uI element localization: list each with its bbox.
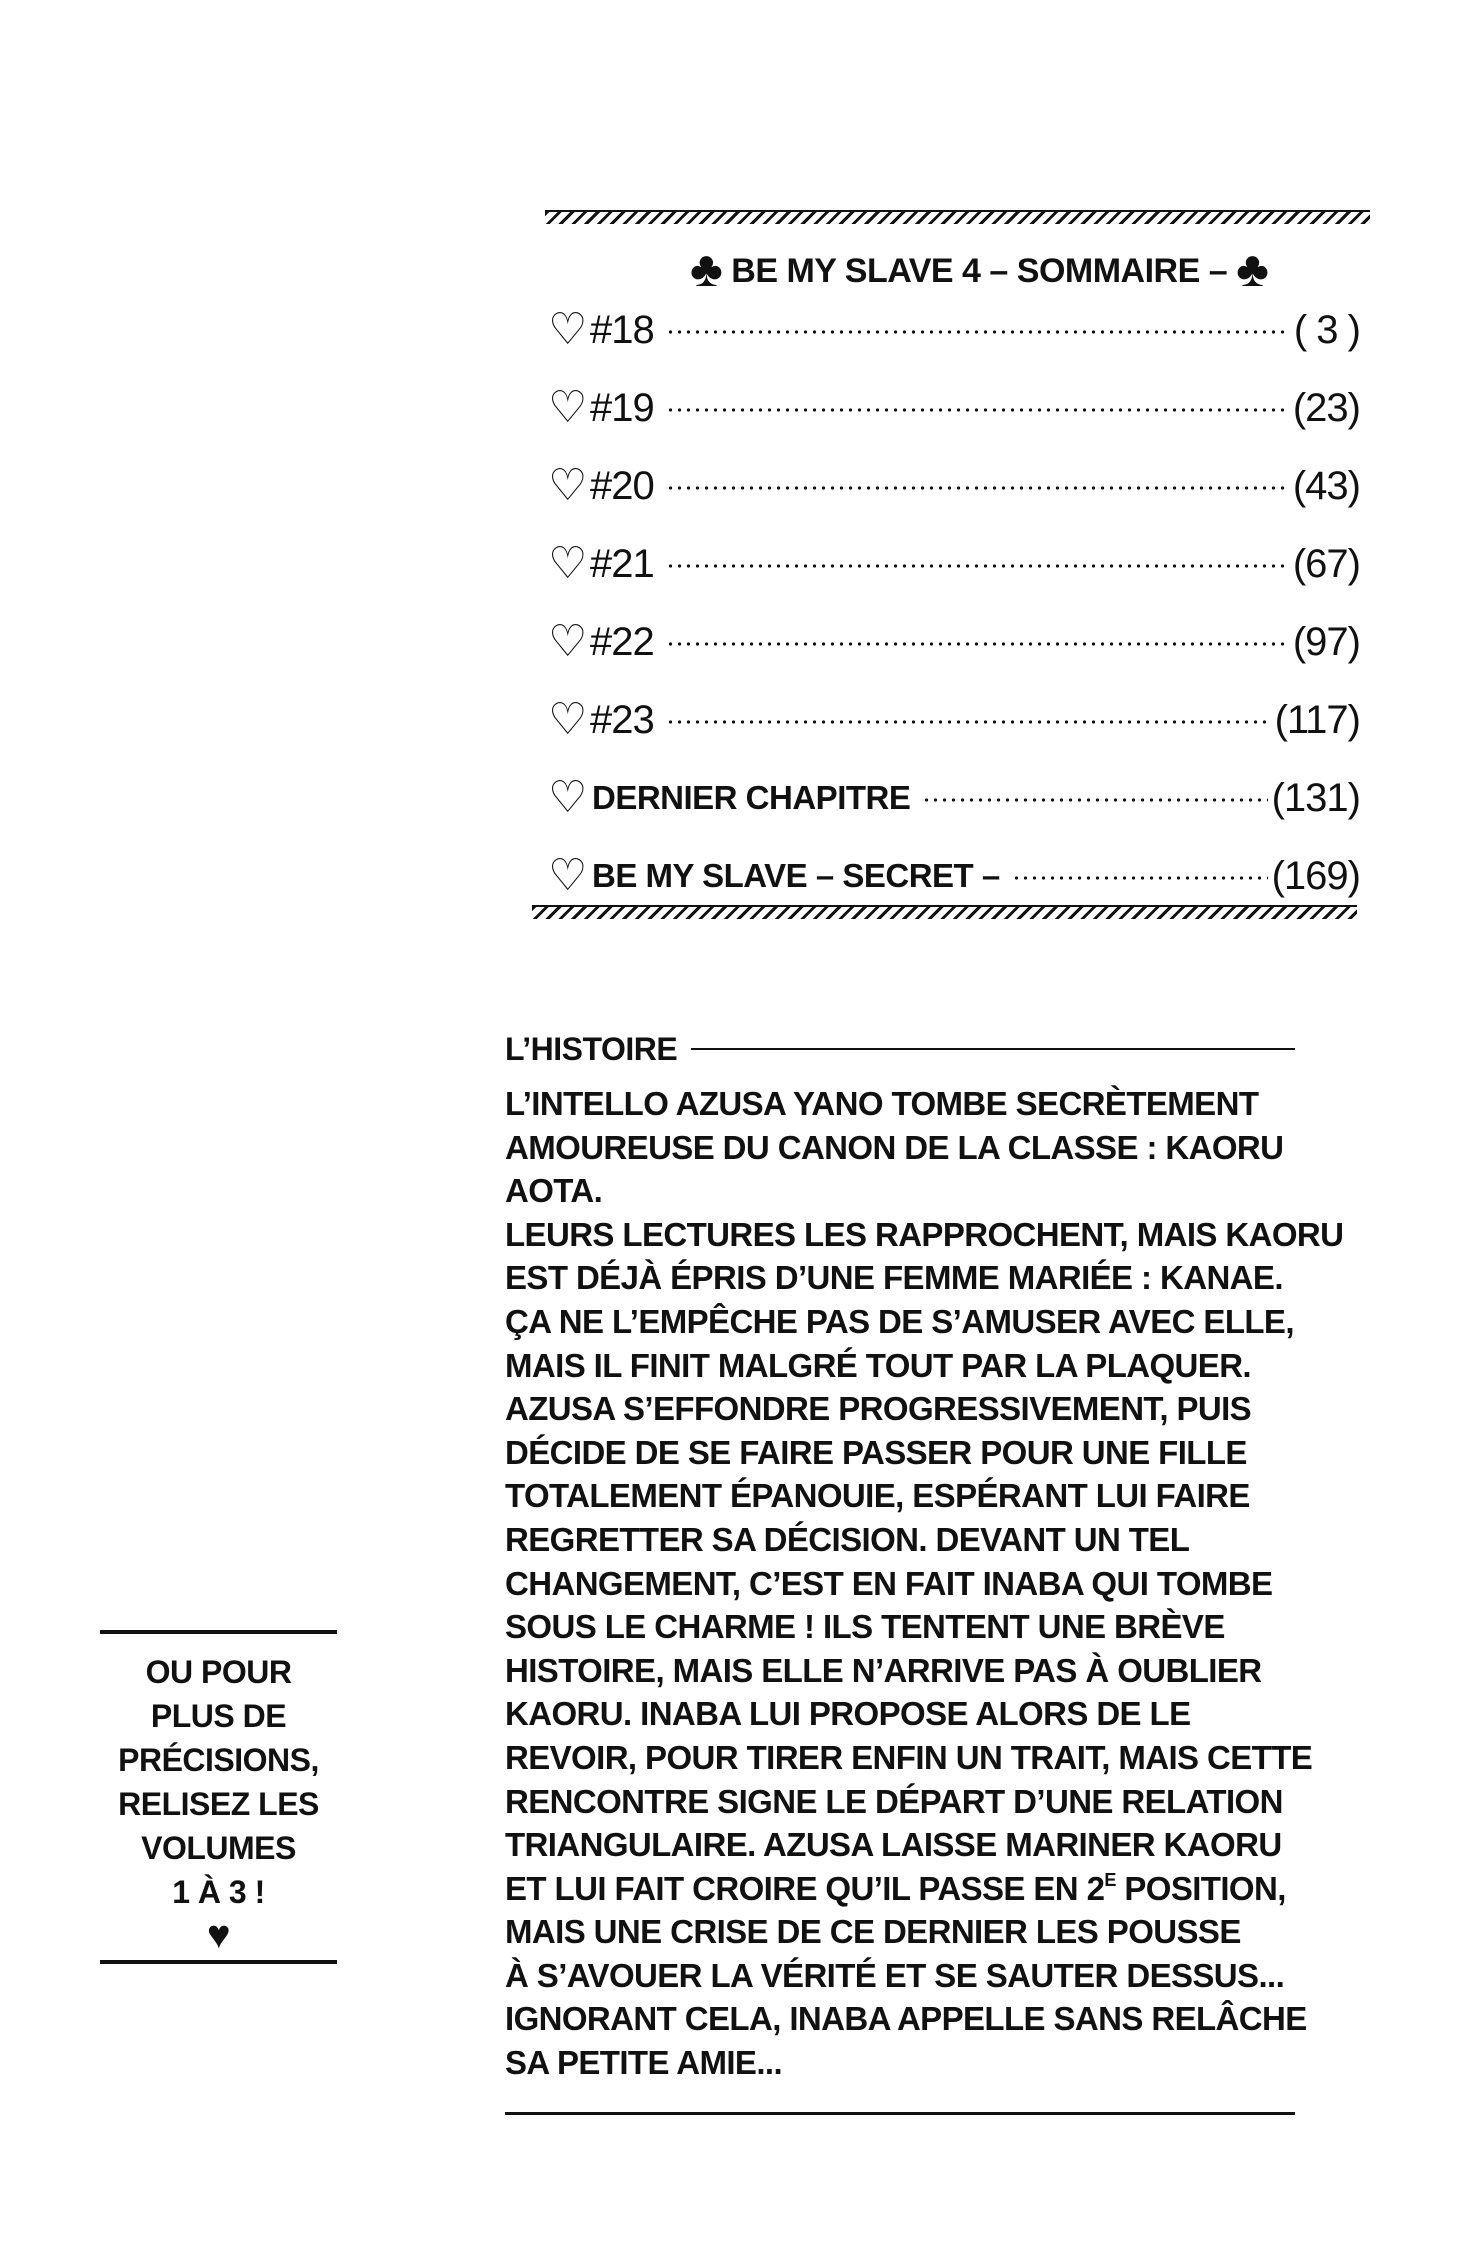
heart-outline-icon: ♡ [548, 773, 588, 822]
story-line: RENCONTRE SIGNE LE DÉPART D’UNE RELATION [505, 1782, 1283, 1820]
toc-entry-page: (67) [1292, 541, 1360, 586]
toc-entry-label: #23 [590, 697, 654, 742]
story-line: EST DÉJÀ ÉPRIS D’UNE FEMME MARIÉE : KANAE. [505, 1259, 1283, 1297]
story-line [505, 1867, 1305, 1911]
heart-outline-icon: ♡ [548, 461, 588, 510]
club-icon: ♣ [690, 241, 723, 297]
toc-entry [548, 612, 1360, 672]
story-line: MAIS UNE CRISE DE CE DERNIER LES POUSSE [505, 1913, 1241, 1951]
heart-outline-icon: ♡ [548, 617, 588, 666]
story-line: TOTALEMENT ÉPANOUIE, ESPÉRANT LUI FAIRE [505, 1477, 1250, 1515]
toc-entry [548, 690, 1360, 750]
story-line: LEURS LECTURES LES RAPPROCHENT, MAIS KAORU [505, 1215, 1344, 1253]
toc-entry [548, 768, 1360, 828]
toc-entry-label: #19 [590, 385, 654, 430]
side-note [100, 1650, 337, 1956]
side-note-line: PLUS DE [150, 1698, 287, 1734]
toc-entry-page: (97) [1292, 619, 1360, 664]
leader-dots [666, 564, 1289, 568]
toc-entry-label: #20 [590, 463, 654, 508]
story-line: ÇA NE L’EMPÊCHE PAS DE S’AMUSER AVEC ELLE, [505, 1302, 1294, 1340]
side-note-line: PRÉCISIONS, [118, 1742, 319, 1778]
story-text [505, 1082, 1344, 2085]
toc-entry-page: (131) [1271, 775, 1360, 820]
side-note-line: OU POUR [145, 1654, 292, 1690]
divider [505, 2112, 1295, 2115]
leader-dots [666, 720, 1271, 724]
toc-entry-page: (43) [1292, 463, 1360, 508]
story-line: DÉCIDE DE SE FAIRE PASSER POUR UNE FILLE [505, 1433, 1247, 1471]
story-line: CHANGEMENT, C’EST EN FAIT INABA QUI TOMBE [505, 1564, 1273, 1602]
heart-filled-icon: ♥ [206, 1913, 231, 1957]
toc-entry-page: (117) [1274, 697, 1360, 742]
story-line-text: POSITION, [1115, 1869, 1286, 1907]
story-line: SOUS LE CHARME ! ILS TENTENT UNE BRÈVE [505, 1608, 1225, 1646]
toc-entry-label: #22 [590, 619, 654, 664]
story-heading: L’HISTOIRE [505, 1030, 678, 1067]
toc-entry-page: (23) [1292, 385, 1360, 430]
leader-dots [922, 798, 1267, 802]
toc-entry-label: #18 [590, 307, 654, 352]
leader-dots [666, 642, 1289, 646]
toc-entry [548, 846, 1360, 906]
story-line: À S’AVOUER LA VÉRITÉ ET SE SAUTER DESSUS... [505, 1956, 1285, 1994]
heart-outline-icon: ♡ [548, 851, 588, 900]
divider [100, 1960, 337, 1964]
toc-title [690, 240, 1269, 298]
leader-dots [666, 408, 1289, 412]
story-line-text: ET LUI FAIT CROIRE QU’IL PASSE EN 2 [505, 1869, 1105, 1907]
leader-dots [666, 486, 1289, 490]
story-line: MAIS IL FINIT MALGRÉ TOUT PAR LA PLAQUER. [505, 1346, 1252, 1384]
story-line: AZUSA S’EFFONDRE PROGRESSIVEMENT, PUIS [505, 1390, 1252, 1428]
superscript: E [1104, 1869, 1116, 1890]
divider [100, 1630, 337, 1634]
toc-entry-page: (169) [1271, 853, 1360, 898]
story-line: REVOIR, POUR TIRER ENFIN UN TRAIT, MAIS CETTE [505, 1738, 1313, 1776]
side-note-line: RELISEZ LES [118, 1786, 319, 1822]
story-header [505, 1025, 1295, 1073]
toc-top-border [545, 210, 1370, 224]
toc-entry [548, 300, 1360, 360]
story-line: KAORU. INABA LUI PROPOSE ALORS DE LE [505, 1695, 1191, 1733]
heart-outline-icon: ♡ [548, 305, 588, 354]
toc-entry-label: DERNIER CHAPITRE [592, 779, 911, 816]
side-note-line: VOLUMES [141, 1830, 296, 1866]
toc-title-text: BE MY SLAVE 4 – SOMMAIRE – [731, 252, 1228, 290]
toc-bottom-border [532, 905, 1357, 919]
story-line: TRIANGULAIRE. AZUSA LAISSE MARINER KAORU [505, 1826, 1282, 1864]
toc-entry-label: #21 [590, 541, 654, 586]
side-note-line: 1 À 3 ! [172, 1874, 265, 1910]
heart-outline-icon: ♡ [548, 383, 588, 432]
story-line: AMOUREUSE DU CANON DE LA CLASSE : KAORU [505, 1128, 1284, 1166]
story-line: AOTA. [505, 1172, 603, 1210]
heart-outline-icon: ♡ [548, 695, 588, 744]
story-line: IGNORANT CELA, INABA APPELLE SANS RELÂCHE [505, 2000, 1307, 2038]
toc-entry-label: BE MY SLAVE – SECRET – [592, 857, 1000, 894]
club-icon: ♣ [1236, 241, 1269, 297]
toc-entry [548, 534, 1360, 594]
divider [691, 1048, 1295, 1050]
toc-entry-page: ( 3 ) [1293, 307, 1360, 352]
leader-dots [1012, 876, 1268, 880]
leader-dots [666, 330, 1290, 334]
story-line: L’INTELLO AZUSA YANO TOMBE SECRÈTEMENT [505, 1085, 1259, 1122]
story-line: SA PETITE AMIE... [505, 2044, 783, 2082]
story-line: HISTOIRE, MAIS ELLE N’ARRIVE PAS À OUBLIER [505, 1651, 1262, 1689]
toc-entry [548, 378, 1360, 438]
story-line: REGRETTER SA DÉCISION. DEVANT UN TEL [505, 1520, 1190, 1558]
heart-outline-icon: ♡ [548, 539, 588, 588]
toc-entry [548, 456, 1360, 516]
